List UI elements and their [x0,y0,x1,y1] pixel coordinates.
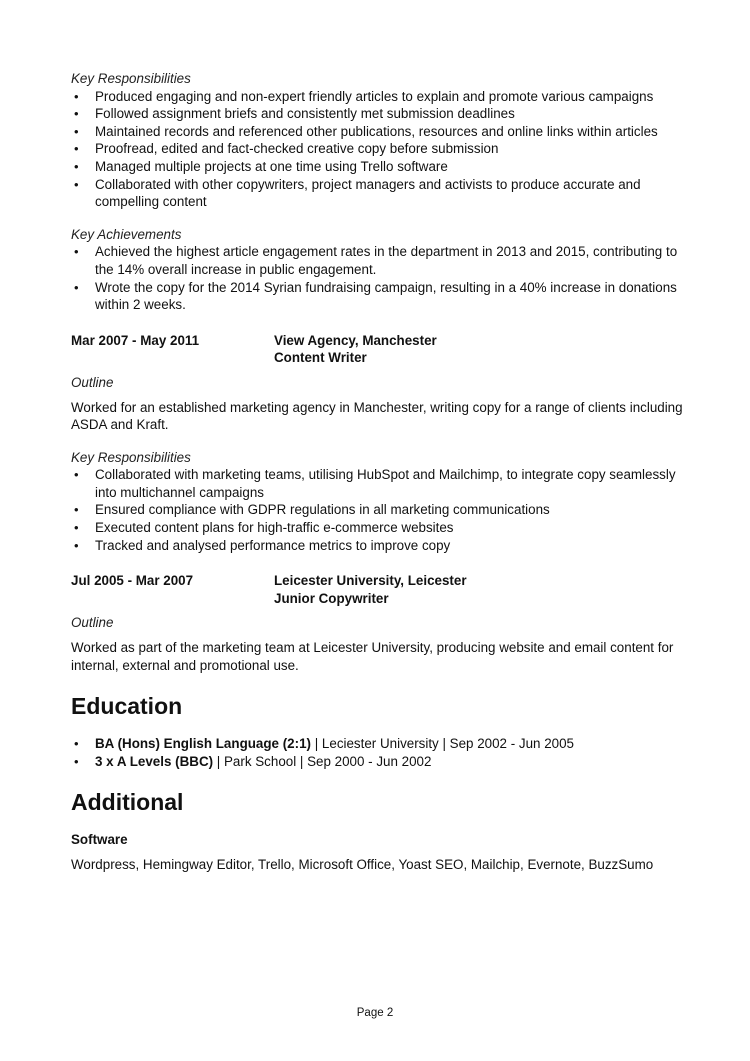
bullet-icon: • [74,123,79,139]
job3-dates: Jul 2005 - Mar 2007 [71,573,194,589]
job3-employer-block [274,572,691,607]
job2-responsibilities-label: Key Responsibilities [71,449,191,465]
list-item: • Followed assignment briefs and consistently met submission deadlines [74,106,515,122]
list-item: • Wrote the copy for the 2014 Syrian fundraising campaign, resulting in a 40% increase in donations within 2 weeks. [74,279,677,313]
bullet-icon: • [74,141,79,157]
list-item: • Maintained records and referenced other publications, resources and online links within articles [74,123,658,139]
job1-responsibilities-list [71,88,691,211]
job2-employer-block [274,332,691,367]
bullet-icon: • [74,753,79,769]
list-item [71,753,691,771]
job2-outline: Worked for an established marketing agency in Manchester, writing copy for a range of clients including ASDA and Kraft. [71,399,683,433]
bullet-icon: • [74,158,79,174]
software-list: Wordpress, Hemingway Editor, Trello, Microsoft Office, Yoast SEO, Mailchip, Evernote, BuzzSumo [71,857,654,872]
job2-employer: View Agency, Manchester [274,332,437,348]
list-item: • Collaborated with other copywriters, project managers and activists to produce accurate and compelling content [74,176,641,210]
bullet-icon: • [74,176,79,192]
education-details: | Park School | Sep 2000 - Jun 2002 [213,753,432,769]
list-item: • Executed content plans for high-traffic e-commerce websites [74,520,454,536]
job2-responsibilities-list [71,466,691,554]
page-number: Page 2 [356,1007,394,1019]
bullet-icon: • [74,244,79,260]
list-item: • Produced engaging and non-expert friendly articles to explain and promote various campaigns [74,88,654,104]
list-item: • Collaborated with marketing teams, utilising HubSpot and Mailchimp, to integrate copy seamlessly into multichannel campaigns [74,467,676,500]
job3-outline-label: Outline [71,615,114,631]
job2-outline-label: Outline [71,374,114,390]
education-qualification: BA (Hons) English Language (2:1) [95,736,311,752]
job1-achievements-label: Key Achievements [71,226,182,242]
bullet-icon: • [74,88,79,104]
resume-page-content [71,70,691,874]
bullet-icon: • [74,537,79,553]
job3-employer: Leicester University, Leicester [274,573,467,589]
education-qualification: 3 x A Levels (BBC) [95,753,214,769]
education-details: | Leciester University | Sep 2002 - Jun 2005 [311,736,575,752]
bullet-icon: • [74,502,79,518]
bullet-icon: • [74,106,79,122]
list-item [71,735,691,753]
bullet-icon: • [74,520,79,536]
list-item: • Tracked and analysed performance metrics to improve copy [74,537,451,553]
job3-header [71,572,691,607]
job2-dates: Mar 2007 - May 2011 [71,332,200,348]
job3-title: Junior Copywriter [274,590,389,606]
list-item: • Managed multiple projects at one time using Trello software [74,158,448,174]
software-label: Software [71,832,128,848]
job2-header [71,332,691,367]
list-item: • Achieved the highest article engagement rates in the department in 2013 and 2015, contributing to the 14% overall increase in public engagement. [74,244,678,277]
bullet-icon: • [74,279,79,295]
list-item: • Ensured compliance with GDPR regulations in all marketing communications [74,502,550,518]
education-heading: Education [71,693,183,720]
job1-responsibilities-label: Key Responsibilities [71,71,191,86]
bullet-icon: • [74,736,79,752]
job2-title: Content Writer [274,350,367,366]
education-list [71,735,691,770]
list-item: • Proofread, edited and fact-checked creative copy before submission [74,141,499,157]
job1-achievements-list [71,243,691,313]
job3-outline: Worked as part of the marketing team at Leicester University, producing website and email content for internal, external and promotional use. [71,640,674,673]
additional-heading: Additional [71,789,184,816]
bullet-icon: • [74,467,79,483]
